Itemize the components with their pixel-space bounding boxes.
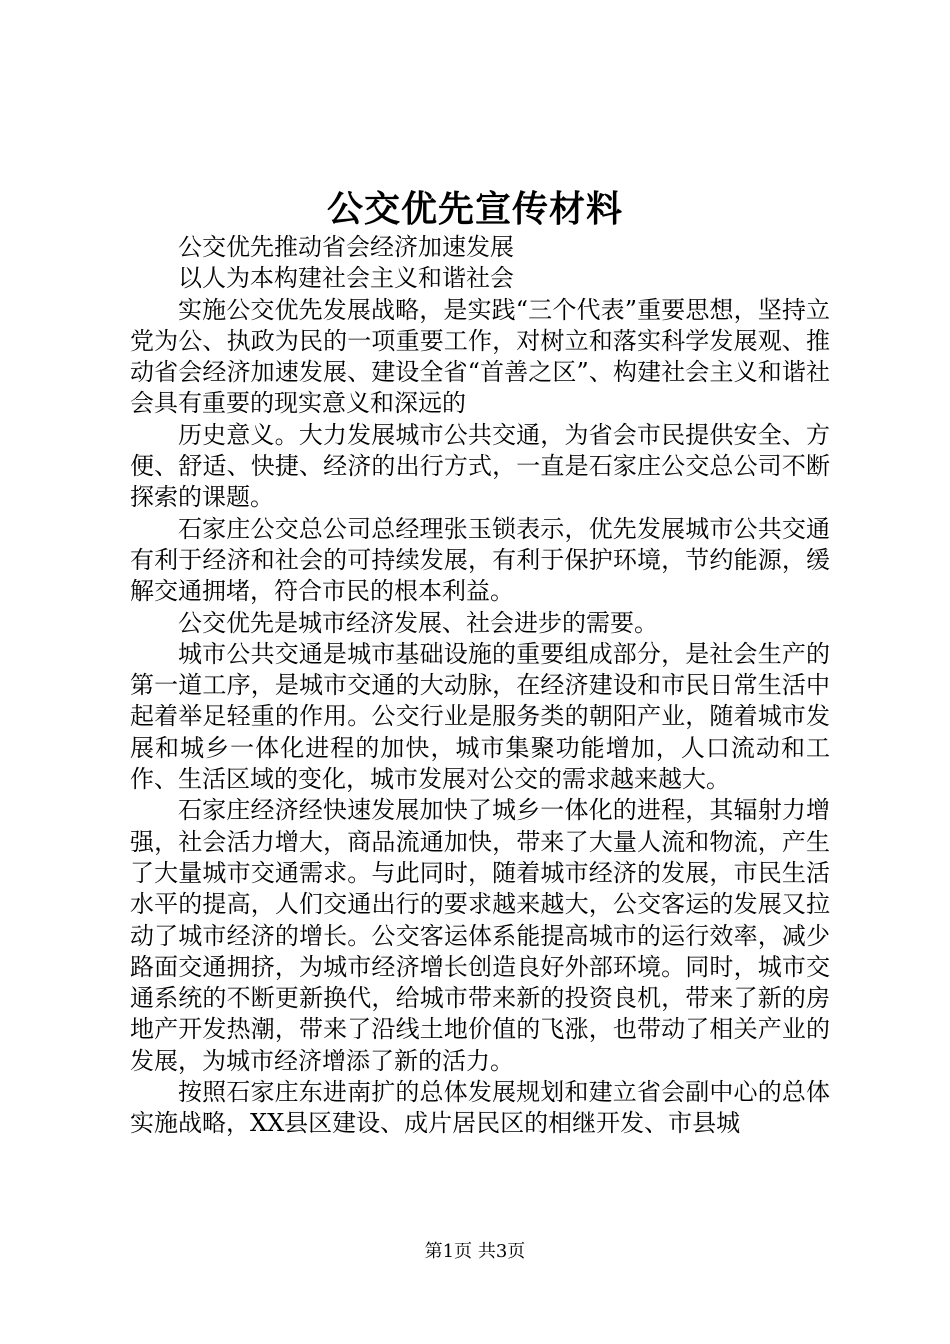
page-number-footer: 第1页 共3页 xyxy=(424,1241,526,1262)
paragraph-4: 历史意义。大力发展城市公共交通，为省会市民提供安全、方便、舒适、快捷、经济的出行方式，一直是石家庄公交总公司不断探索的课题。 xyxy=(130,420,830,512)
paragraph-6: 公交优先是城市经济发展、社会进步的需要。 xyxy=(178,608,658,637)
paragraph-8: 石家庄经济经快速发展加快了城乡一体化的进程，其辐射力增强，社会活力增大，商品流通加快，带来了大量人流和物流，产生了大量城市交通需求。与此同时，随着城市经济的发展，市民生活水平的提高，人们交通出行的要求越来越大，公交客运的发展又拉动了城市经济的增长。公交客运体系能提高城市的运行效率，减少路面交通拥挤，为城市经济增长创造良好外部环境。同时，城市交通系统的不断更新换代，给城市带来新的投资良机，带来了新的房地产开发热潮，带来了沿线土地价值的飞涨，也带动了相关产业的发展，为城市经济增添了新的活力。 xyxy=(130,796,830,1075)
paragraph-9: 按照石家庄东进南扩的总体发展规划和建立省会副中心的总体实施战略，XX县区建设、成片居民区的相继开发、市县城 xyxy=(130,1078,830,1138)
paragraph-1: 公交优先推动省会经济加速发展 xyxy=(178,233,514,261)
paragraph-7: 城市公共交通是城市基础设施的重要组成部分，是社会生产的第一道工序，是城市交通的大动脉，在经济建设和市民日常生活中起着举足轻重的作用。公交行业是服务类的朝阳产业，随着城市发展和城乡一体化进程的加快，城市集聚功能增加，人口流动和工作、生活区域的变化，城市发展对公交的需求越来越大。 xyxy=(130,639,830,794)
paragraph-3: 实施公交优先发展战略，是实践“三个代表”重要思想，坚持立党为公、执政为民的一项重要工作，对树立和落实科学发展观、推动省会经济加速发展、建设全省“首善之区”、构建社会主义和谐社会具有重要的现实意义和深远的 xyxy=(130,295,830,418)
paragraph-2: 以人为本构建社会主义和谐社会 xyxy=(178,264,514,293)
document-title: 公交优先宣传材料 xyxy=(326,188,623,230)
paragraph-5: 石家庄公交总公司总经理张玉锁表示，优先发展城市公共交通有利于经济和社会的可持续发展，有利于保护环境，节约能源，缓解交通拥堵，符合市民的根本利益。 xyxy=(130,514,830,606)
document-body xyxy=(130,232,830,1140)
